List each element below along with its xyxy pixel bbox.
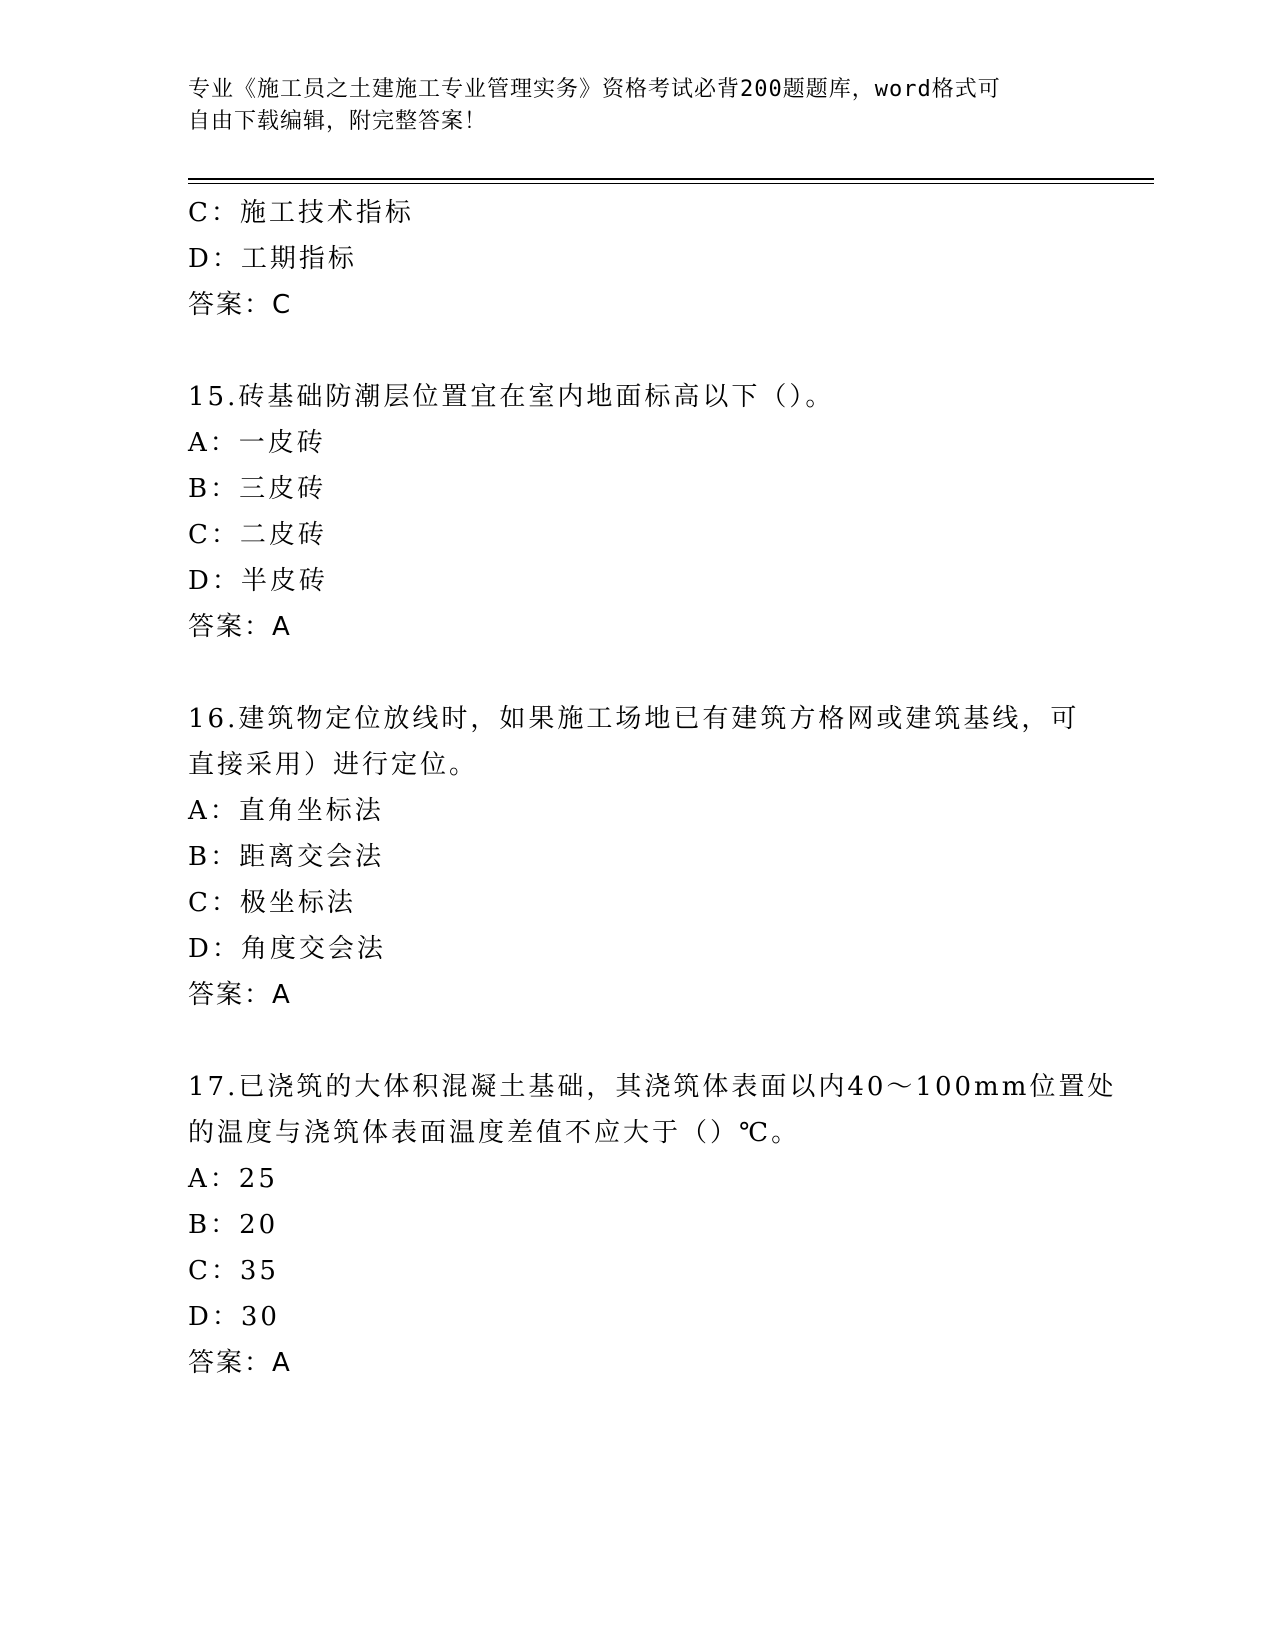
- option-b: B：距离交会法: [188, 842, 385, 872]
- document-header: [188, 74, 1088, 138]
- header-line-1: 专业《施工员之土建施工专业管理实务》资格考试必背200题题库，word格式可: [188, 77, 1001, 102]
- option-b: B：20: [188, 1210, 279, 1240]
- option-d: D：30: [188, 1302, 280, 1332]
- header-line-2: 自由下载编辑，附完整答案！: [188, 109, 488, 134]
- question-17: [188, 1064, 1117, 1386]
- option-d: D：角度交会法: [188, 934, 386, 964]
- option-a: A：25: [188, 1164, 278, 1194]
- question-stem-line-2: 的温度与浇筑体表面温度差值不应大于（）℃。: [188, 1118, 801, 1148]
- question-stem-line-1: 16.建筑物定位放线时，如果施工场地已有建筑方格网或建筑基线，可: [188, 704, 1080, 734]
- option-c: C：施工技术指标: [188, 198, 414, 228]
- option-c: C：极坐标法: [188, 888, 356, 918]
- question-16: [188, 696, 1088, 1018]
- header-rule-thin: [188, 183, 1154, 184]
- question-stem-line-1: 17.已浇筑的大体积混凝土基础，其浇筑体表面以内40～100mm位置处: [188, 1072, 1117, 1102]
- answer: 答案：A: [188, 1348, 292, 1378]
- question-14-tail: [188, 190, 1088, 328]
- answer: 答案：A: [188, 612, 292, 642]
- header-rule-thick: [188, 178, 1154, 180]
- option-d: D：半皮砖: [188, 566, 328, 596]
- option-c: C：35: [188, 1256, 279, 1286]
- answer: 答案：C: [188, 290, 293, 320]
- option-c: C：二皮砖: [188, 520, 327, 550]
- option-a: A：一皮砖: [188, 428, 326, 458]
- question-stem-line-2: 直接采用）进行定位。: [188, 750, 479, 780]
- answer: 答案：A: [188, 980, 292, 1010]
- question-15: [188, 374, 1088, 650]
- question-list: [188, 190, 1117, 1386]
- question-stem: 15.砖基础防潮层位置宜在室内地面标高以下（）。: [188, 382, 835, 412]
- option-d: D：工期指标: [188, 244, 357, 274]
- option-a: A：直角坐标法: [188, 796, 384, 826]
- option-b: B：三皮砖: [188, 474, 327, 504]
